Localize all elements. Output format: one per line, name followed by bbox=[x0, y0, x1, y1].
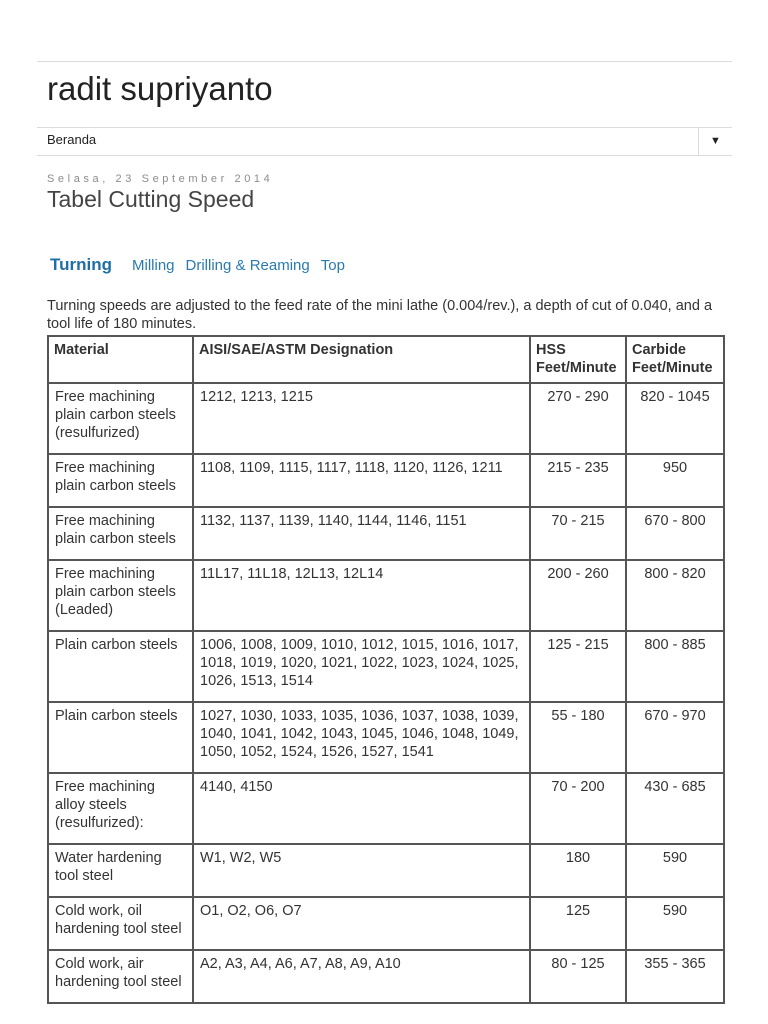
intro-paragraph: Turning speeds are adjusted to the feed rate of the mini lathe (0.004/rev.), a depth of cut of 0.040, and a tool life of 180 minutes. bbox=[47, 298, 713, 332]
cell-hss-speed: 125 bbox=[530, 897, 626, 950]
table-header-row bbox=[48, 336, 724, 383]
table-body bbox=[48, 383, 724, 1003]
table-row bbox=[48, 702, 724, 773]
dropdown-arrow-icon[interactable]: ▼ bbox=[698, 128, 732, 155]
navigation-bar bbox=[37, 127, 732, 156]
cell-hss-speed: 70 - 200 bbox=[530, 773, 626, 844]
cell-designation: 1132, 1137, 1139, 1140, 1144, 1146, 1151 bbox=[193, 507, 530, 560]
cell-designation: O1, O2, O6, O7 bbox=[193, 897, 530, 950]
table-row bbox=[48, 844, 724, 897]
cell-material: Free machining plain carbon steels bbox=[48, 507, 193, 560]
header-material: Material bbox=[48, 336, 193, 383]
cell-carbide-speed: 670 - 800 bbox=[626, 507, 724, 560]
cell-hss-speed: 125 - 215 bbox=[530, 631, 626, 702]
post-title: Tabel Cutting Speed bbox=[47, 186, 255, 212]
cell-hss-speed: 70 - 215 bbox=[530, 507, 626, 560]
table-row bbox=[48, 950, 724, 1003]
post-date: Selasa, 23 September 2014 bbox=[47, 173, 274, 185]
cell-material: Free machining plain carbon steels (Leaded) bbox=[48, 560, 193, 631]
cell-carbide-speed: 590 bbox=[626, 897, 724, 950]
cell-designation: W1, W2, W5 bbox=[193, 844, 530, 897]
tab-drilling-reaming[interactable]: Drilling & Reaming bbox=[185, 257, 310, 274]
table-row bbox=[48, 560, 724, 631]
cell-carbide-speed: 355 - 365 bbox=[626, 950, 724, 1003]
tab-milling[interactable]: Milling bbox=[132, 257, 175, 274]
cell-designation: 1006, 1008, 1009, 1010, 1012, 1015, 1016, 1017, 1018, 1019, 1020, 1021, 1022, 1023, 1024, 1025, 1026, 1513, 1514 bbox=[193, 631, 530, 702]
table-row bbox=[48, 773, 724, 844]
table-row bbox=[48, 507, 724, 560]
cell-hss-speed: 200 - 260 bbox=[530, 560, 626, 631]
cell-designation: 4140, 4150 bbox=[193, 773, 530, 844]
cell-carbide-speed: 590 bbox=[626, 844, 724, 897]
section-tabs bbox=[50, 255, 356, 277]
cell-hss-speed: 215 - 235 bbox=[530, 454, 626, 507]
cell-material: Cold work, air hardening tool steel bbox=[48, 950, 193, 1003]
cell-hss-speed: 270 - 290 bbox=[530, 383, 626, 454]
header-carbide: Carbide Feet/Minute bbox=[626, 336, 724, 383]
tab-top[interactable]: Top bbox=[320, 257, 345, 274]
cell-designation: 1108, 1109, 1115, 1117, 1118, 1120, 1126, 1211 bbox=[193, 454, 530, 507]
cell-material: Cold work, oil hardening tool steel bbox=[48, 897, 193, 950]
table-row bbox=[48, 383, 724, 454]
cell-material: Free machining alloy steels (resulfurized): bbox=[48, 773, 193, 844]
table-row bbox=[48, 897, 724, 950]
header-designation: AISI/SAE/ASTM Designation bbox=[193, 336, 530, 383]
cell-material: Free machining plain carbon steels bbox=[48, 454, 193, 507]
cell-carbide-speed: 800 - 885 bbox=[626, 631, 724, 702]
cell-hss-speed: 55 - 180 bbox=[530, 702, 626, 773]
cell-carbide-speed: 670 - 970 bbox=[626, 702, 724, 773]
cell-carbide-speed: 820 - 1045 bbox=[626, 383, 724, 454]
site-title[interactable]: radit supriyanto bbox=[47, 70, 273, 107]
cell-material: Free machining plain carbon steels (resulfurized) bbox=[48, 383, 193, 454]
cell-designation: 1212, 1213, 1215 bbox=[193, 383, 530, 454]
cell-material: Plain carbon steels bbox=[48, 702, 193, 773]
cell-material: Water hardening tool steel bbox=[48, 844, 193, 897]
nav-item-beranda[interactable]: Beranda bbox=[47, 132, 97, 147]
cell-carbide-speed: 950 bbox=[626, 454, 724, 507]
cell-hss-speed: 180 bbox=[530, 844, 626, 897]
header-divider bbox=[37, 61, 732, 62]
cell-designation: 1027, 1030, 1033, 1035, 1036, 1037, 1038, 1039, 1040, 1041, 1042, 1043, 1045, 1046, 1048, 1049, 1050, 1052, 1524, 1526, 1527, 1541 bbox=[193, 702, 530, 773]
table-row bbox=[48, 454, 724, 507]
cell-material: Plain carbon steels bbox=[48, 631, 193, 702]
cell-designation: A2, A3, A4, A6, A7, A8, A9, A10 bbox=[193, 950, 530, 1003]
tab-turning[interactable]: Turning bbox=[50, 255, 112, 274]
cell-hss-speed: 80 - 125 bbox=[530, 950, 626, 1003]
cell-designation: 11L17, 11L18, 12L13, 12L14 bbox=[193, 560, 530, 631]
table-row bbox=[48, 631, 724, 702]
cell-carbide-speed: 430 - 685 bbox=[626, 773, 724, 844]
cutting-speed-table bbox=[47, 335, 725, 1004]
cell-carbide-speed: 800 - 820 bbox=[626, 560, 724, 631]
header-hss: HSS Feet/Minute bbox=[530, 336, 626, 383]
